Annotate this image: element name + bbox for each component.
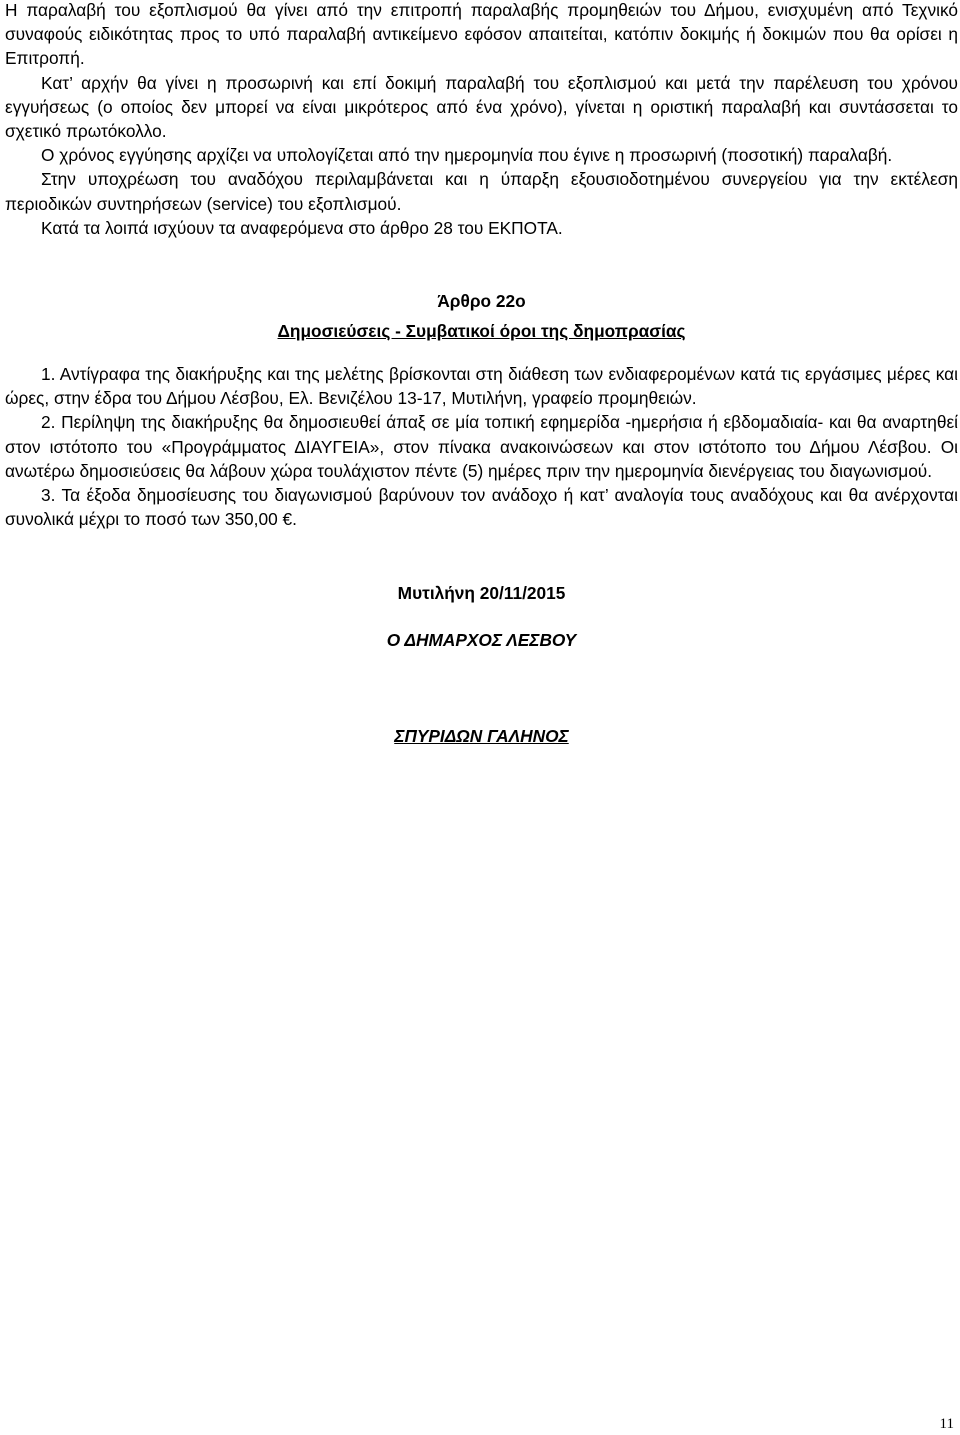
signature-place-date: Μυτιλήνη 20/11/2015 bbox=[397, 583, 566, 604]
page-number: 11 bbox=[939, 1416, 954, 1432]
article-title: Άρθρο 22ο bbox=[437, 291, 526, 312]
page-body bbox=[5, 0, 958, 748]
paragraph-warranty-start: Ο χρόνος εγγύησης αρχίζει να υπολογίζεται από την ημερομηνία που έγινε η προσωρινή (ποσοτική) παραλαβή. bbox=[41, 145, 893, 166]
paragraph-copies-available: 1. Αντίγραφα της διακήρυξης και της μελέτης βρίσκονται στη διάθεση των ενδιαφερομένων κατά τις εργάσιμες μέρες και ώρες, στην έδρα του Δήμου Λέσβου, Ελ. Βενιζέλου 13-17, Μυτιλήνη, γραφείο προμηθειών. bbox=[5, 364, 958, 409]
article-heading bbox=[5, 286, 958, 346]
signature-name: ΣΠΥΡΙΔΩΝ ΓΑΛΗΝΟΣ bbox=[394, 725, 569, 746]
article-subtitle: Δημοσιεύσεις - Συμβατικοί όροι της δημοπρασίας bbox=[277, 321, 686, 342]
paragraph-publication-costs: 3. Τα έξοδα δημοσίευσης του διαγωνισμού βαρύνουν τον ανάδοχο ή κατ’ αναλογία τους αναδόχους και θα ανέρχονται συνολικά μέχρι το ποσό των 350,00 €. bbox=[5, 485, 958, 530]
paragraph-provisional-acceptance: Κατ’ αρχήν θα γίνει η προσωρινή και επί δοκιμή παραλαβή του εξοπλισμού και μετά την παρέλευση του χρόνου εγγυήσεως (ο οποίος δεν μπορεί να είναι μικρότερος από ένα χρόνο), γίνεται η οριστική παραλαβή και συντάσσεται το σχετικό πρωτόκολλο. bbox=[5, 72, 958, 142]
paragraph-acceptance-committee: Η παραλαβή του εξοπλισμού θα γίνει από την επιτροπή παραλαβής προμηθειών του Δήμου, ενισχυμένη από Τεχνικό συναφούς ειδικότητας προς το υπό παραλαβή αντικείμενο εφόσον απαιτείται, κατόπιν δοκιμής ή δοκιμών που θα ορίσει η Επιτροπή. bbox=[5, 0, 958, 69]
signature-title: Ο ΔΗΜΑΡΧΟΣ ΛΕΣΒΟΥ bbox=[386, 629, 577, 650]
paragraph-publication-summary: 2. Περίληψη της διακήρυξης θα δημοσιευθεί άπαξ σε μία τοπική εφημερίδα -ημερήσια ή εβδομαδιαία- και θα αναρτηθεί στον ιστότοπο του «Προγράμματος ΔΙΑΥΓΕΙΑ», στον πίνακα ανακοινώσεων και στον ιστότοπο του Δήμου Λέσβου. Οι ανωτέρω δημοσιεύσεις θα λάβουν χώρα τουλάχιστον πέντε (5) ημέρες πριν την ημερομηνία διενέργειας του διαγωνισμού. bbox=[5, 412, 958, 481]
paragraph-other-provisions: Κατά τα λοιπά ισχύουν τα αναφερόμενα στο άρθρο 28 του ΕΚΠΟΤΑ. bbox=[41, 217, 563, 238]
paragraph-service-obligation: Στην υποχρέωση του αναδόχου περιλαμβάνεται και η ύπαρξη εξουσιοδοτημένου συνεργείου για την εκτέλεση περιοδικών συντηρήσεων (service) του εξοπλισμού. bbox=[5, 169, 958, 214]
